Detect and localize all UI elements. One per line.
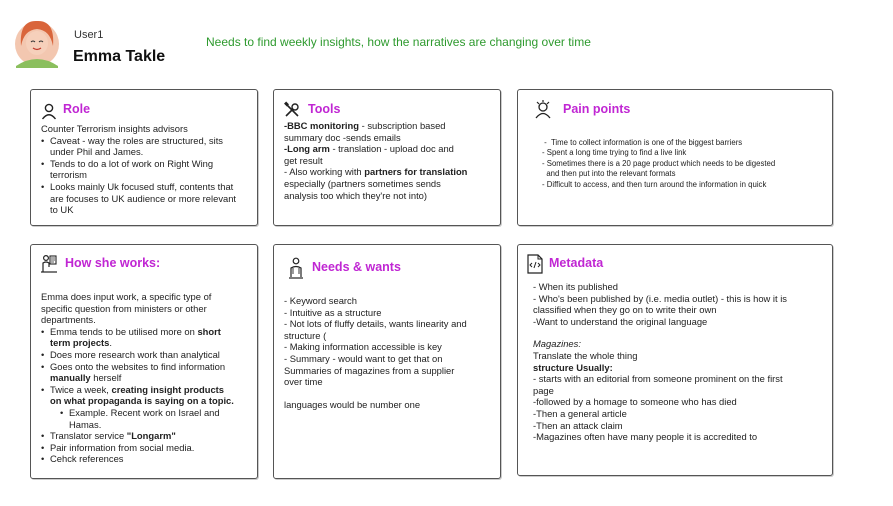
role-intro: Counter Terrorism insights advisors bbox=[41, 123, 188, 134]
long-arm-label: -Long arm bbox=[284, 143, 330, 155]
user-name: Emma Takle bbox=[73, 48, 166, 65]
role-body bbox=[41, 123, 256, 216]
metadata-title: Metadata bbox=[549, 256, 604, 270]
user-label: User1 bbox=[74, 29, 104, 41]
how-she-works-card bbox=[30, 244, 258, 479]
how-she-works-body: Emma does input work, a specific type of specific question from ministers or other departments. • Emma tends to be utilised more on short term projects. • Does more research work than analytical • Goes onto the websites to find information manually herself • Twice a week, creating insight products on what propaganda is saying on a topic. • Example. Recent work on Israel and Hamas. • Translator service "Longarm" • Pair information from social media. • Cehck references bbox=[41, 291, 256, 465]
pain-points-card bbox=[517, 89, 833, 226]
structure-label: structure Usually: bbox=[533, 361, 613, 373]
how-bullet: • Translator service "Longarm" bbox=[41, 430, 256, 442]
how-she-works-title: How she works: bbox=[65, 256, 161, 270]
role-bullet: • Looks mainly Uk focused stuff, contents that are focuses to UK audience or more relevant to UK bbox=[41, 181, 256, 216]
code-document-icon bbox=[526, 254, 544, 272]
role-bullet: • Tends to do a lot of work on Right Wing terrorism bbox=[41, 158, 256, 181]
magazines-label: Magazines: bbox=[533, 338, 581, 350]
role-card bbox=[30, 89, 258, 226]
how-sub-bullet: • Example. Recent work on Israel and Hamas. bbox=[60, 407, 256, 430]
frustrated-person-icon bbox=[533, 99, 551, 117]
pain-points-title: Pain points bbox=[563, 102, 631, 116]
how-bullet: • Does more research work than analytical bbox=[41, 349, 256, 361]
how-bullet: • Emma tends to be utilised more on short term projects. bbox=[41, 326, 256, 349]
person-at-desk-icon bbox=[40, 254, 58, 272]
needs-wants-body: - Keyword search - Intuitive as a structure - Not lots of fluffy details, wants linearity and structure ( - Making information accessible is key - Summary - would want to get that on Summaries of magazines from a supplier over time languages would be number one bbox=[284, 295, 467, 410]
tools-title: Tools bbox=[308, 102, 341, 116]
bbc-monitoring-label: -BBC monitoring bbox=[284, 120, 359, 131]
tools-icon bbox=[283, 101, 301, 119]
pain-points-body: - Time to collect information is one of the biggest barriers - Spent a long time trying to find a live link - Sometimes there is a 20 page product which needs to be digested and then put into the relevant formats - Difficult to access, and then turn around the information in quick bbox=[542, 138, 776, 189]
how-bullet: • Pair information from social media. bbox=[41, 442, 256, 454]
metadata-card bbox=[517, 244, 833, 476]
role-title: Role bbox=[63, 102, 91, 116]
user-avatar bbox=[14, 16, 60, 68]
needs-wants-card bbox=[273, 244, 501, 479]
partners-translation-label: partners for translation bbox=[364, 166, 468, 178]
person-standing-icon bbox=[287, 257, 305, 275]
needs-wants-title: Needs & wants bbox=[312, 260, 401, 274]
how-bullet: • Cehck references bbox=[41, 453, 256, 465]
user-need-statement: Needs to find weekly insights, how the narratives are changing over time bbox=[206, 35, 591, 49]
person-icon bbox=[40, 102, 58, 120]
metadata-body: - When its published - Who's been published by (i.e. media outlet) - this is how it is classified when they go on to write their own -Want to understand the original language Magazines: Translate the whole thing structure Usually: - starts with an editorial from someone prominent on the first page -followed by a homage to someone who has died -Then a general article -Then an attack claim -Magazines often have many people it is accredited to bbox=[533, 281, 831, 443]
how-bullet: • Twice a week, creating insight products on what propaganda is saying on a topic. • Example. Recent work on Israel and Hamas. bbox=[41, 384, 256, 430]
how-bullet: • Goes onto the websites to find information manually herself bbox=[41, 361, 256, 384]
role-bullet: • Caveat - way the roles are structured, sits under Phil and James. bbox=[41, 135, 256, 158]
tools-card bbox=[273, 89, 501, 226]
tools-body: -BBC monitoring - subscription based summary doc -sends emails -Long arm - translation - upload doc and get result - Also working with partners for translation especially (partners sometimes sends analysis too which they're not into) bbox=[284, 120, 468, 201]
